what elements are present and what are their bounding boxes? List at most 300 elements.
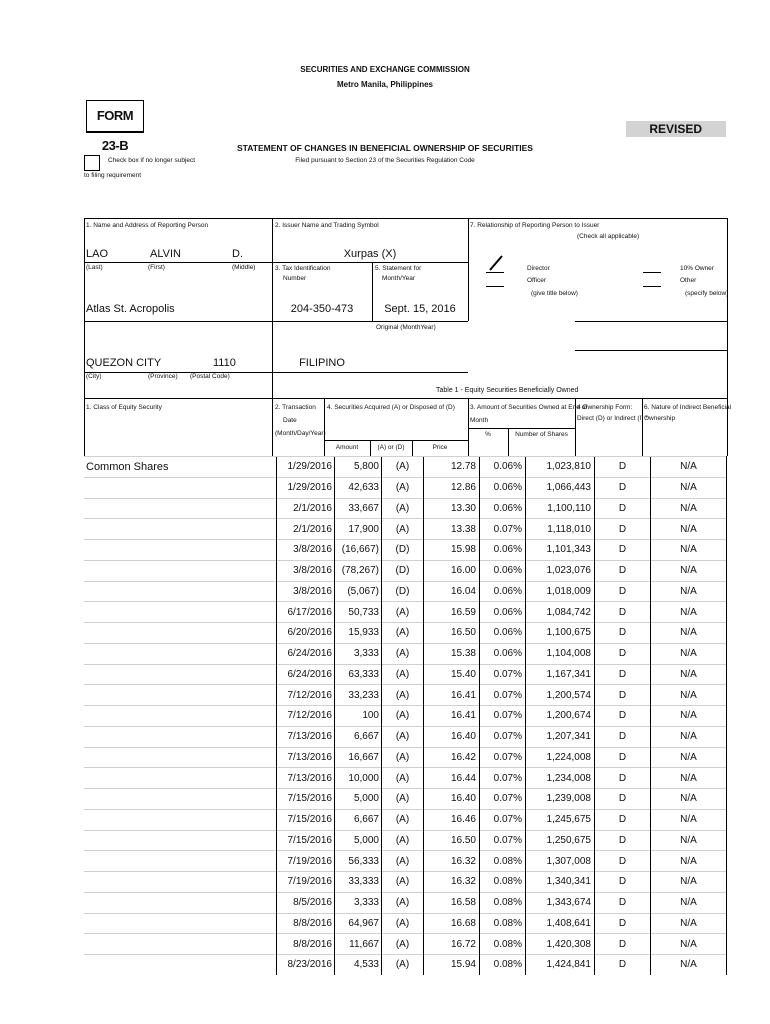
- tx-amount: 10,000: [335, 768, 382, 789]
- tx-pct: 0.08%: [480, 851, 526, 872]
- col-owned-header-2: Month: [470, 417, 489, 424]
- col-pct-header: %: [485, 431, 491, 438]
- table-row: [84, 623, 727, 644]
- tx-date: 6/17/2016: [277, 602, 335, 623]
- reporting-person-label: 1. Name and Address of Reporting Person: [86, 222, 209, 229]
- col-nature-header-2: Ownership: [644, 415, 676, 422]
- table-title: Table 1 - Equity Securities Beneficially Owned: [436, 387, 579, 394]
- tx-aord: (A): [382, 789, 424, 810]
- tx-pct: 0.06%: [480, 602, 526, 623]
- tx-pct: 0.08%: [480, 913, 526, 934]
- tx-price: 16.44: [424, 768, 480, 789]
- table-row: [84, 498, 727, 519]
- tx-nature: N/A: [651, 581, 727, 602]
- tx-shares: 1,018,009: [526, 581, 595, 602]
- tx-nature: N/A: [651, 872, 727, 893]
- tx-class: [84, 540, 277, 561]
- tx-pct: 0.06%: [480, 623, 526, 644]
- table-row: [84, 519, 727, 540]
- tx-date: 8/5/2016: [277, 892, 335, 913]
- tx-price: 15.94: [424, 955, 480, 975]
- tin-label: 3. Tax Identification: [275, 265, 331, 272]
- tx-form: D: [595, 789, 651, 810]
- tx-form: D: [595, 934, 651, 955]
- first-name: ALVIN: [150, 248, 181, 260]
- table-row: [84, 955, 727, 975]
- tx-aord: (A): [382, 955, 424, 975]
- tx-form: D: [595, 768, 651, 789]
- tx-aord: (A): [382, 809, 424, 830]
- tx-date: 7/13/2016: [277, 726, 335, 747]
- tx-class: [84, 643, 277, 664]
- tx-price: 12.86: [424, 477, 480, 498]
- tx-price: 15.40: [424, 664, 480, 685]
- tx-form: D: [595, 457, 651, 478]
- tx-shares: 1,100,110: [526, 498, 595, 519]
- tx-amount: 6,667: [335, 809, 382, 830]
- filed-pursuant: Filed pursuant to Section 23 of the Securities Regulation Code: [295, 157, 475, 164]
- agency-location: Metro Manila, Philippines: [336, 80, 433, 89]
- month-year-label: Month/Year: [382, 275, 416, 282]
- check-all-label: (Check all applicable): [577, 233, 640, 240]
- tx-amount: 33,233: [335, 685, 382, 706]
- tx-aord: (D): [382, 581, 424, 602]
- tx-amount: (16,667): [335, 540, 382, 561]
- tx-class: [84, 664, 277, 685]
- tx-pct: 0.06%: [480, 477, 526, 498]
- table-row: [84, 809, 727, 830]
- tx-price: 16.58: [424, 892, 480, 913]
- tx-price: 15.38: [424, 643, 480, 664]
- tx-pct: 0.08%: [480, 934, 526, 955]
- tx-price: 16.41: [424, 706, 480, 727]
- last-name: LAO: [86, 248, 109, 260]
- postal-code: 1110: [213, 357, 236, 369]
- tx-class: [84, 602, 277, 623]
- table-row: [84, 789, 727, 810]
- tx-nature: N/A: [651, 747, 727, 768]
- tx-amount: 56,333: [335, 851, 382, 872]
- tx-shares: 1,307,008: [526, 851, 595, 872]
- tx-form: D: [595, 643, 651, 664]
- tx-shares: 1,100,675: [526, 623, 595, 644]
- tx-date: 3/8/2016: [277, 540, 335, 561]
- tx-amount: 63,333: [335, 664, 382, 685]
- tx-shares: 1,250,675: [526, 830, 595, 851]
- tx-price: 16.50: [424, 623, 480, 644]
- tx-nature: N/A: [651, 664, 727, 685]
- table-row: [84, 643, 727, 664]
- issuer-name: Xurpas (X): [343, 248, 397, 260]
- tx-price: 13.30: [424, 498, 480, 519]
- relationship-label: 7. Relationship of Reporting Person to Issuer: [470, 222, 600, 229]
- col-date-header: 2. Transaction: [275, 404, 316, 411]
- statement-date: Sept. 15, 2016: [384, 303, 456, 315]
- col-ownership-header-2: Direct (D) or Indirect (I) *: [577, 415, 648, 422]
- tx-shares: 1,207,341: [526, 726, 595, 747]
- tx-date: 3/8/2016: [277, 581, 335, 602]
- tx-amount: 42,633: [335, 477, 382, 498]
- tx-nature: N/A: [651, 477, 727, 498]
- middle-name: D.: [232, 248, 243, 260]
- first-label: (First): [148, 264, 165, 271]
- tx-form: D: [595, 872, 651, 893]
- tx-class: [84, 955, 277, 975]
- tx-amount: 5,000: [335, 789, 382, 810]
- middle-label: (Middle): [232, 264, 256, 271]
- tx-aord: (A): [382, 830, 424, 851]
- tx-date: 3/8/2016: [277, 560, 335, 581]
- tx-date: 2/1/2016: [277, 498, 335, 519]
- tx-aord: (A): [382, 623, 424, 644]
- tx-nature: N/A: [651, 726, 727, 747]
- table-row: [84, 540, 727, 561]
- table-row: [84, 602, 727, 623]
- tx-nature: N/A: [651, 706, 727, 727]
- tx-price: 16.68: [424, 913, 480, 934]
- col-date-header-2: Date: [283, 417, 297, 424]
- tx-pct: 0.07%: [480, 726, 526, 747]
- tx-form: D: [595, 851, 651, 872]
- tx-class: [84, 809, 277, 830]
- other-label: Other: [680, 277, 697, 284]
- tx-form: D: [595, 706, 651, 727]
- city: QUEZON CITY: [86, 357, 162, 369]
- tx-amount: 3,333: [335, 643, 382, 664]
- tx-class: [84, 726, 277, 747]
- tx-shares: 1,066,443: [526, 477, 595, 498]
- tx-form: D: [595, 892, 651, 913]
- tx-form: D: [595, 726, 651, 747]
- tx-amount: 6,667: [335, 726, 382, 747]
- tx-nature: N/A: [651, 830, 727, 851]
- tx-class: [84, 685, 277, 706]
- tx-class: [84, 519, 277, 540]
- tx-date: 7/13/2016: [277, 768, 335, 789]
- tx-date: 8/23/2016: [277, 955, 335, 975]
- checkbox-label: Check box if no longer subject: [108, 157, 196, 164]
- tx-amount: 17,900: [335, 519, 382, 540]
- tx-nature: N/A: [651, 913, 727, 934]
- tx-class: [84, 789, 277, 810]
- col-aord-header: (A) or (D): [377, 444, 405, 451]
- table-row: [84, 768, 727, 789]
- table-row: [84, 747, 727, 768]
- tx-date: 6/20/2016: [277, 623, 335, 644]
- tx-class: [84, 913, 277, 934]
- tx-nature: N/A: [651, 498, 727, 519]
- tx-nature: N/A: [651, 892, 727, 913]
- tx-form: D: [595, 540, 651, 561]
- tx-class: [84, 892, 277, 913]
- tx-date: 7/12/2016: [277, 685, 335, 706]
- tx-nature: N/A: [651, 519, 727, 540]
- col-price-header: Price: [432, 444, 448, 451]
- tx-date: 7/13/2016: [277, 747, 335, 768]
- tx-amount: (78,267): [335, 560, 382, 581]
- tx-aord: (A): [382, 872, 424, 893]
- officer-label: Officer: [527, 277, 547, 284]
- transactions-table: [84, 456, 727, 975]
- tx-price: 16.59: [424, 602, 480, 623]
- col-nature-header: 6. Nature of Indirect Beneficial: [644, 404, 732, 411]
- tx-price: 16.40: [424, 726, 480, 747]
- table-row: [84, 457, 727, 478]
- tx-date: 1/29/2016: [277, 457, 335, 478]
- give-title-label: (give title below): [531, 290, 578, 297]
- tx-price: 16.42: [424, 747, 480, 768]
- tx-amount: 16,667: [335, 747, 382, 768]
- tx-shares: 1,408,641: [526, 913, 595, 934]
- col-class-header: 1. Class of Equity Security: [86, 404, 162, 411]
- statement-title: STATEMENT OF CHANGES IN BENEFICIAL OWNERSHIP OF SECURITIES: [237, 143, 533, 153]
- tx-class: [84, 872, 277, 893]
- tx-shares: 1,234,008: [526, 768, 595, 789]
- tx-amount: 4,533: [335, 955, 382, 975]
- tx-date: 7/19/2016: [277, 872, 335, 893]
- tx-aord: (A): [382, 643, 424, 664]
- tx-aord: (A): [382, 477, 424, 498]
- tx-class: [84, 768, 277, 789]
- table-row: [84, 685, 727, 706]
- tx-date: 2/1/2016: [277, 519, 335, 540]
- tin-value: 204-350-473: [290, 303, 354, 315]
- tx-shares: 1,084,742: [526, 602, 595, 623]
- table-row: [84, 851, 727, 872]
- tx-pct: 0.07%: [480, 768, 526, 789]
- tx-aord: (A): [382, 851, 424, 872]
- tx-form: D: [595, 955, 651, 975]
- tx-nature: N/A: [651, 685, 727, 706]
- tx-pct: 0.06%: [480, 457, 526, 478]
- tx-amount: 3,333: [335, 892, 382, 913]
- tx-price: 16.72: [424, 934, 480, 955]
- tx-nature: N/A: [651, 934, 727, 955]
- tx-pct: 0.06%: [480, 643, 526, 664]
- tx-pct: 0.07%: [480, 685, 526, 706]
- tx-date: 6/24/2016: [277, 643, 335, 664]
- tx-price: 16.04: [424, 581, 480, 602]
- ten-percent-owner-label: 10% Owner: [680, 265, 714, 272]
- tx-pct: 0.07%: [480, 809, 526, 830]
- tx-price: 16.40: [424, 789, 480, 810]
- tx-nature: N/A: [651, 457, 727, 478]
- table-row: [84, 892, 727, 913]
- tx-price: 13.38: [424, 519, 480, 540]
- table-row: [84, 477, 727, 498]
- tx-nature: N/A: [651, 789, 727, 810]
- director-label: Director: [527, 265, 550, 272]
- tx-aord: (A): [382, 768, 424, 789]
- tx-price: 16.00: [424, 560, 480, 581]
- tx-class: [84, 581, 277, 602]
- tx-aord: (A): [382, 664, 424, 685]
- tx-price: 16.46: [424, 809, 480, 830]
- tx-form: D: [595, 747, 651, 768]
- tx-nature: N/A: [651, 851, 727, 872]
- tx-pct: 0.06%: [480, 540, 526, 561]
- tx-shares: 1,101,343: [526, 540, 595, 561]
- specify-label: (specify below): [685, 290, 729, 297]
- table-row: [84, 581, 727, 602]
- tx-class: [84, 498, 277, 519]
- tx-class: [84, 560, 277, 581]
- tx-amount: 50,733: [335, 602, 382, 623]
- table-row: [84, 726, 727, 747]
- tx-price: 15.98: [424, 540, 480, 561]
- original-label: Original (MonthYear): [376, 324, 436, 331]
- citizenship: FILIPINO: [299, 357, 345, 369]
- table-row: [84, 872, 727, 893]
- tx-aord: (A): [382, 747, 424, 768]
- tx-nature: N/A: [651, 540, 727, 561]
- checkbox-label-2: to filing requirement: [84, 172, 142, 179]
- tx-shares: 1,420,308: [526, 934, 595, 955]
- tx-form: D: [595, 498, 651, 519]
- tx-aord: (A): [382, 519, 424, 540]
- statement-for-label: 5. Statement for: [375, 265, 422, 272]
- tx-nature: N/A: [651, 768, 727, 789]
- tx-shares: 1,200,574: [526, 685, 595, 706]
- tx-form: D: [595, 519, 651, 540]
- tx-form: D: [595, 623, 651, 644]
- tx-pct: 0.08%: [480, 872, 526, 893]
- col-shares-header: Number of Shares: [515, 431, 568, 438]
- province-label: (Province): [148, 373, 178, 380]
- tx-date: 7/15/2016: [277, 809, 335, 830]
- tx-amount: 33,667: [335, 498, 382, 519]
- tx-shares: 1,118,010: [526, 519, 595, 540]
- no-longer-subject-checkbox[interactable]: [84, 155, 100, 171]
- tx-aord: (A): [382, 602, 424, 623]
- table-row: [84, 913, 727, 934]
- tx-aord: (D): [382, 560, 424, 581]
- tx-pct: 0.07%: [480, 519, 526, 540]
- tx-nature: N/A: [651, 809, 727, 830]
- form-number: FORM 23-B: [86, 100, 144, 133]
- tx-form: D: [595, 809, 651, 830]
- tx-amount: (5,067): [335, 581, 382, 602]
- check-mark-icon: [486, 254, 506, 272]
- tx-aord: (A): [382, 457, 424, 478]
- tx-amount: 100: [335, 706, 382, 727]
- tx-aord: (A): [382, 913, 424, 934]
- tx-shares: 1,343,674: [526, 892, 595, 913]
- tx-price: 16.32: [424, 851, 480, 872]
- tx-form: D: [595, 581, 651, 602]
- tx-pct: 0.08%: [480, 955, 526, 975]
- tx-form: D: [595, 477, 651, 498]
- table-row: [84, 934, 727, 955]
- tx-date: 8/8/2016: [277, 934, 335, 955]
- tx-amount: 11,667: [335, 934, 382, 955]
- tx-form: D: [595, 560, 651, 581]
- tx-amount: 64,967: [335, 913, 382, 934]
- tx-date: 6/24/2016: [277, 664, 335, 685]
- tx-pct: 0.07%: [480, 664, 526, 685]
- col-owned-header: 3. Amount of Securities Owned at End of: [470, 404, 588, 411]
- tx-date: 7/12/2016: [277, 706, 335, 727]
- tx-shares: 1,224,008: [526, 747, 595, 768]
- col-amount-header: Amount: [335, 444, 359, 451]
- tx-nature: N/A: [651, 602, 727, 623]
- tx-pct: 0.06%: [480, 498, 526, 519]
- tx-price: 12.78: [424, 457, 480, 478]
- tx-price: 16.32: [424, 872, 480, 893]
- tx-shares: 1,167,341: [526, 664, 595, 685]
- tx-shares: 1,245,675: [526, 809, 595, 830]
- tx-class: [84, 851, 277, 872]
- tx-date: 1/29/2016: [277, 477, 335, 498]
- tx-form: D: [595, 664, 651, 685]
- tx-nature: N/A: [651, 955, 727, 975]
- tx-form: D: [595, 685, 651, 706]
- revised-badge: REVISED: [626, 121, 726, 137]
- tx-pct: 0.07%: [480, 789, 526, 810]
- issuer-label: 2. Issuer Name and Trading Symbol: [275, 222, 379, 229]
- tx-class: [84, 623, 277, 644]
- tx-shares: 1,424,841: [526, 955, 595, 975]
- tx-amount: 5,000: [335, 830, 382, 851]
- tx-shares: 1,104,008: [526, 643, 595, 664]
- tx-date: 8/8/2016: [277, 913, 335, 934]
- tx-class: [84, 830, 277, 851]
- tx-aord: (A): [382, 726, 424, 747]
- tx-aord: (A): [382, 498, 424, 519]
- tx-aord: (A): [382, 706, 424, 727]
- tx-class: [84, 747, 277, 768]
- last-label: (Last): [86, 264, 103, 271]
- col-ownership-header: 4 Ownership Form:: [577, 404, 633, 411]
- table-row: [84, 706, 727, 727]
- tx-pct: 0.06%: [480, 560, 526, 581]
- tx-date: 7/15/2016: [277, 789, 335, 810]
- table-row: [84, 830, 727, 851]
- tx-form: D: [595, 913, 651, 934]
- tx-aord: (D): [382, 540, 424, 561]
- tx-pct: 0.06%: [480, 581, 526, 602]
- tin-label-2: Number: [283, 275, 307, 282]
- table-row: [84, 664, 727, 685]
- tx-pct: 0.08%: [480, 892, 526, 913]
- tx-nature: N/A: [651, 643, 727, 664]
- tx-price: 16.41: [424, 685, 480, 706]
- tx-aord: (A): [382, 685, 424, 706]
- tx-amount: 15,933: [335, 623, 382, 644]
- tx-date: 7/19/2016: [277, 851, 335, 872]
- tx-shares: 1,023,810: [526, 457, 595, 478]
- tx-form: D: [595, 602, 651, 623]
- tx-nature: N/A: [651, 623, 727, 644]
- city-label: (City): [86, 373, 102, 380]
- tx-class: Common Shares: [84, 457, 277, 478]
- tx-aord: (A): [382, 934, 424, 955]
- tx-pct: 0.07%: [480, 747, 526, 768]
- tx-shares: 1,200,674: [526, 706, 595, 727]
- tx-pct: 0.07%: [480, 706, 526, 727]
- tx-price: 16.50: [424, 830, 480, 851]
- tx-shares: 1,340,341: [526, 872, 595, 893]
- tx-amount: 33,333: [335, 872, 382, 893]
- tx-amount: 5,800: [335, 457, 382, 478]
- agency-name: SECURITIES AND EXCHANGE COMMISSION: [300, 65, 470, 74]
- col-acquired-header: 4. Securities Acquired (A) or Disposed of (D): [327, 404, 455, 411]
- tx-class: [84, 706, 277, 727]
- tx-date: 7/15/2016: [277, 830, 335, 851]
- col-date-header-3: (Month/Day/Year): [275, 430, 326, 437]
- tx-class: [84, 934, 277, 955]
- street-address: Atlas St. Acropolis: [86, 303, 175, 315]
